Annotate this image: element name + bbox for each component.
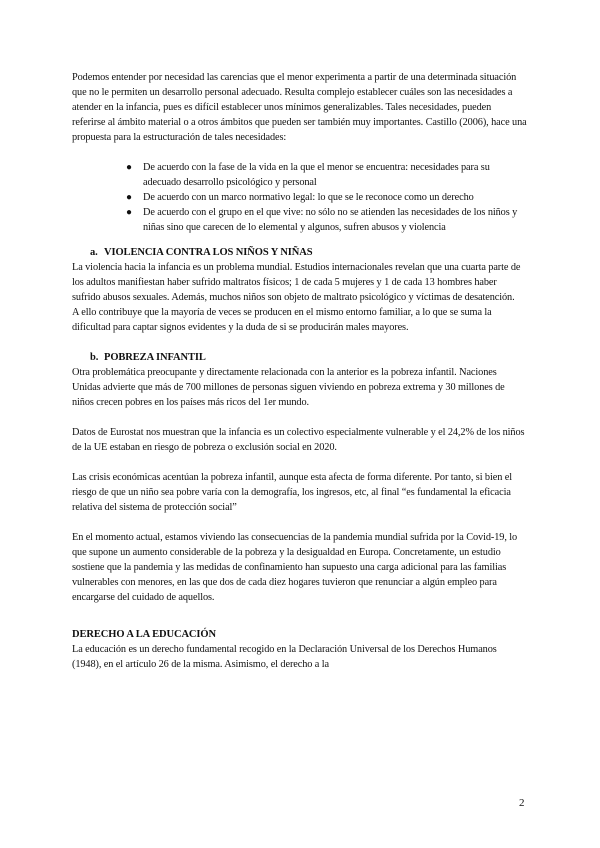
intro-paragraph: Podemos entender por necesidad las carencias que el menor experimenta a partir de una determinada situación que no le permiten un desarrollo personal adecuado. Resulta complejo establecer cuáles son las necesidades a atender en la infancia, pues es difícil establecer unos mínimos generalizables. Tales necesidades, pueden referirse al ámbito material o a otros ámbitos que pueden ser también muy importantes. Castillo (2006), hace una propuesta para la estructuración de tales necesidades: [72,72,527,143]
section-a-heading: a. VIOLENCIA CONTRA LOS NIÑOS Y NIÑAS [90,247,313,258]
section-a-paragraph: A ello contribuye que la mayoría de veces se producen en el mismo entorno familiar, a lo que se suma la dificultad para captar signos evidentes y la duda de si se producirán males mayores. [72,307,492,333]
page-number: 2 [519,797,525,809]
section-b-paragraph: En el momento actual, estamos viviendo las consecuencias de la pandemia mundial sufrida por la Covid-19, lo que supone un aumento considerable de la pobreza y la desigualdad en Europa. Concretamente, un estudio sostiene que la pandemia y las medidas de confinamiento han supuesto una carga adicional para las familias vulnerables con menores, en las que dos de cada diez hogares tuvieron que renunciar a algún empleo para encargarse del cuidado de aquellos. [72,532,518,603]
bullet-icon: ● [126,207,132,218]
bullet-icon: ● [126,192,132,203]
list-item: ● De acuerdo con un marco normativo legal: lo que se le reconoce como un derecho [126,192,474,203]
section-b-paragraph: Datos de Eurostat nos muestran que la infancia es un colectivo especialmente vulnerable y el 24,2% de los niños de la UE estaban en riesgo de pobreza o exclusión social en 2020. [72,427,525,453]
list-item: ● De acuerdo con la fase de la vida en la que el menor se encuentra: necesidades para su adecuado desarrollo psicológico y personal [126,162,490,188]
section-c-paragraph: La educación es un derecho fundamental recogido en la Declaración Universal de los Derechos Humanos (1948), en el artículo 26 de la misma. Asimismo, el derecho a la [72,644,497,670]
section-c-heading: DERECHO A LA EDUCACIÓN [72,629,216,640]
list-item: ● De acuerdo con el grupo en el que vive: no sólo no se atienden las necesidades de los niños y niñas sino que carecen de lo elemental y algunos, sufren abusos y violencia [126,207,518,233]
bullet-icon: ● [126,162,132,173]
section-b-paragraph: Las crisis económicas acentúan la pobreza infantil, aunque esta afecta de forma diferente. Por tanto, si bien el riesgo de que un niño sea pobre varía con la demografía, los ingresos, etc, al final “es fundamental la eficacia relativa del sistema de protección social” [72,472,512,513]
needs-list [72,160,527,235]
section-b-heading: b. POBREZA INFANTIL [90,352,206,363]
section-b-paragraph: Otra problemática preocupante y directamente relacionada con la anterior es la pobreza infantil. Naciones Unidas advierte que más de 700 millones de personas siguen viviendo en pobreza extrema y 30 millones de niños crecen pobres en los países más ricos del 1er mundo. [72,367,505,408]
section-a-paragraph: La violencia hacia la infancia es un problema mundial. Estudios internacionales revelan que una cuarta parte de los adultos manifiestan haber sufrido maltratos físicos; 1 de cada 5 mujeres y 1 de cada 13 hombres haber sufrido abusos sexuales. Además, muchos niños son objeto de maltrato psicológico y víctimas de desatención. [72,262,521,303]
document-page [72,70,527,672]
